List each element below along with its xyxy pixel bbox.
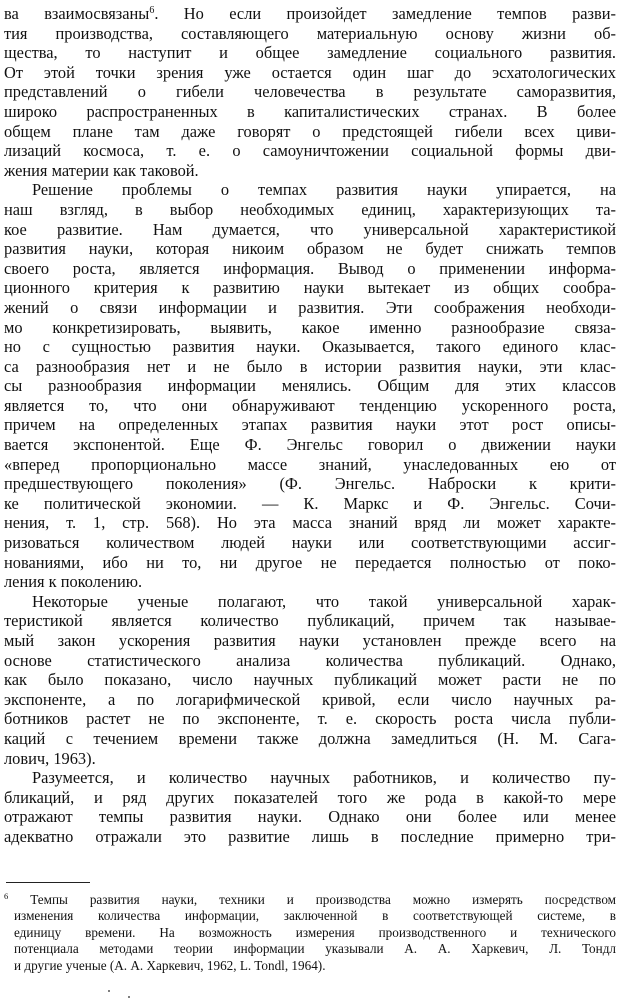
text-line: жения материи как таковой. xyxy=(4,160,199,180)
paragraph-1 xyxy=(4,4,616,180)
text-line: широко распространенных в капиталистических странах. В более xyxy=(4,101,616,121)
text-line: ризоваться количеством людей науки или соответствующими ассиг- xyxy=(4,533,616,553)
text-line: лизаций космоса, т. е. о самоуничтожении социальной формы дви- xyxy=(4,141,616,161)
paragraph-3 xyxy=(4,592,616,768)
footnote-line: и другие ученые (А. А. Харкевич, 1962, L. Tondl, 1964). xyxy=(14,957,326,973)
text-line: своего роста, является информация. Вывод о применении информа- xyxy=(4,258,616,278)
text-line: вается экспонентой. Еще Ф. Энгельс говорил о движении науки xyxy=(4,435,616,455)
text-line: наш взгляд, в выбор необходимых единиц, характеризующих та- xyxy=(4,199,616,219)
text-line: теристикой является количество публикаций, причем так называе- xyxy=(4,611,616,631)
text-line: как было показано, число научных публикаций может расти не по xyxy=(4,670,616,690)
footnote-marker: 6 xyxy=(4,892,9,901)
text-line: сы разнообразия информации менялись. Общим для этих классов xyxy=(4,376,616,396)
text-line: Решение проблемы о темпах развития науки упирается, на xyxy=(32,180,616,200)
text-line: бликаций, и ряд других показателей того же рода в какой-то мере xyxy=(4,787,616,807)
text-line: ботников растет не по экспоненте, т. е. скорость роста числа публи- xyxy=(4,709,616,729)
text-line: ке политической экономии. — К. Маркс и Ф. Энгельс. Сочи- xyxy=(4,493,616,513)
text-line: щества, то наступит и общее замедление социального развития. xyxy=(4,43,616,63)
footnote-reference[interactable]: 6 xyxy=(149,5,155,16)
text-line: адекватно отражали это развитие лишь в последние примерно три- xyxy=(4,826,616,846)
text-line: нения, т. 1, стр. 568). Но эта масса знаний вряд ли может характе- xyxy=(4,513,616,533)
text-line: экспоненте, а по логарифмической кривой, если число научных ра- xyxy=(4,689,616,709)
text-line: причем на определенных этапах развития науки этот рост описы- xyxy=(4,415,616,435)
text-line: мый закон ускорения развития науки установлен прежде всего на xyxy=(4,631,616,650)
scan-speck xyxy=(128,996,130,998)
text-line: лович, 1963). xyxy=(4,748,96,768)
paragraph-4 xyxy=(4,768,616,846)
text-line: развития науки, которая никоим образом не будет снижать темпов xyxy=(4,239,616,259)
text-line: представлений о гибели человечества в результате саморазвития, xyxy=(4,82,616,102)
text-line: отражают темпы развития науки. Однако они более или менее xyxy=(4,807,616,827)
text-line: ва взаимосвязаны$^6$. Но если произойдет замедление темпов разви- xyxy=(4,4,616,23)
paragraph-2 xyxy=(4,180,616,591)
text-line: ления к поколению. xyxy=(4,572,143,592)
text-line: нованиями, ибо ни то, ни другое не передается полностью от поко- xyxy=(4,552,616,572)
text-line: тия производства, составляющего материальную основу жизни об- xyxy=(4,23,616,43)
footnote-line: потенциала методами теории информации указывали А. А. Харкевич, Л. Тондл xyxy=(14,941,616,957)
text-line: основе статистического анализа количества публикаций. Однако, xyxy=(4,650,616,670)
text-line: Некоторые ученые полагают, что такой универсальной харак- xyxy=(32,591,616,611)
text-line: «вперед пропорционально массе знаний, унаследованных ею от xyxy=(4,454,616,474)
text-line: кое развитие. Нам думается, что универсальной характеристикой xyxy=(4,219,616,239)
footnote-line: изменения количества информации, заключенной в соответствующей системе, в xyxy=(14,908,616,924)
footnote-line: $^6$ Темпы развития науки, техники и производства можно измерять посредством xyxy=(4,892,616,907)
main-text xyxy=(4,4,616,847)
text-line: предшествующего поколения» (Ф. Энгельс. Наброски к крити- xyxy=(4,474,616,494)
text-line: ционного критерия к развитию науки вытекает из общих сообра- xyxy=(4,278,616,298)
text-line: каций с течением времени также должна замедлиться (Н. М. Сага- xyxy=(4,728,616,748)
footnote-divider xyxy=(6,882,90,883)
footnote xyxy=(4,892,616,974)
text-line: общем плане там даже говорят о предстоящей гибели всех циви- xyxy=(4,121,616,141)
text-line: Разумеется, и количество научных работников, и количество пу- xyxy=(32,768,616,788)
text-line: мо конкретизировать, выявить, какое именно разнообразие связа- xyxy=(4,317,616,337)
text-line: но с сущностью развития науки. Оказывается, такого единого клас- xyxy=(4,337,616,357)
text-line: является то, что они обнаруживают тенденцию ускоренного роста, xyxy=(4,395,616,415)
scan-speck xyxy=(108,990,110,992)
text-line: жений о связи информации и развития. Эти соображения необходи- xyxy=(4,297,616,317)
text-line: От этой точки зрения уже остается один шаг до эсхатологических xyxy=(4,62,616,82)
footnote-line: единицу времени. На возможность измерения производственного и технического xyxy=(14,924,616,940)
text-line: са разнообразия нет и не было в истории развития науки, эти клас- xyxy=(4,356,616,376)
